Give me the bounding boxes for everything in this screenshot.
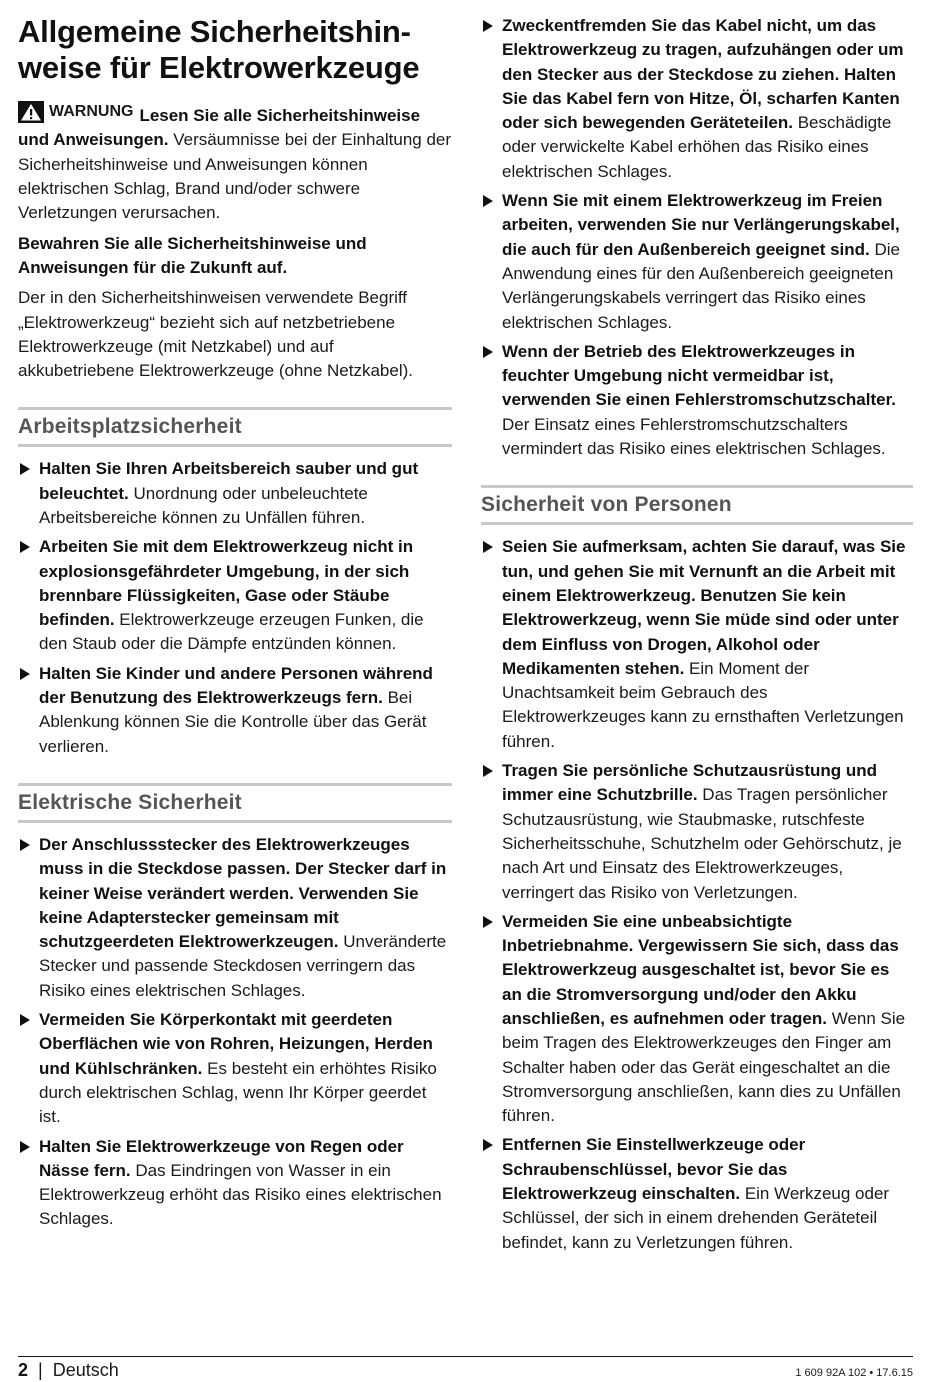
list-item bbox=[18, 1008, 452, 1129]
page-title: Allgemeine Sicherheitshin-weise für Elektrowerkzeuge bbox=[18, 14, 420, 85]
item-instruction: Halten Sie Elektrowerkzeuge von Regen oder Nässe fern. bbox=[39, 1136, 404, 1180]
footer-left bbox=[18, 1360, 119, 1381]
warning-label bbox=[18, 100, 133, 124]
item-explanation: Die Anwendung eines für den Außenbereich geeigneten Verlängerungskabels verringert das Risiko eines elektrischen Schlages. bbox=[502, 239, 900, 332]
item-explanation: Ein Moment der Unachtsamkeit beim Gebrauch des Elektrowerkzeuges kann zu ernsthaften Verletzungen führen. bbox=[502, 658, 904, 751]
bullet-arrow-icon bbox=[483, 195, 493, 207]
page-number: 2 bbox=[18, 1360, 29, 1380]
left-column bbox=[18, 14, 452, 1237]
keep-instructions-text: Bewahren Sie alle Sicherheitshinweise und Anweisungen für die Zukunft auf. bbox=[18, 233, 367, 277]
bullet-arrow-icon bbox=[483, 20, 493, 32]
list-item bbox=[18, 535, 452, 656]
section-heading: Arbeitsplatzsicherheit bbox=[18, 415, 242, 439]
item-instruction: Zweckentfremden Sie das Kabel nicht, um das Elektrowerkzeug zu tragen, aufzuhängen oder um den Stecker aus der Steckdose zu ziehen. Halten Sie das Kabel fern von Hitze, Öl, scharfen Kanten oder sich bewegenden Geräteteilen. bbox=[502, 16, 904, 133]
item-explanation: Unordnung oder unbeleuchtete Arbeitsbereiche können zu Unfällen führen. bbox=[39, 483, 368, 527]
list-item bbox=[481, 1133, 913, 1254]
bullet-arrow-icon bbox=[483, 765, 493, 777]
document-code: 1 609 92A 102 • 17.6.15 bbox=[795, 1367, 913, 1379]
item-explanation: Ein Werkzeug oder Schlüssel, der sich in einem drehenden Geräteteil befindet, kann zu Verletzungen führen. bbox=[502, 1184, 890, 1252]
item-explanation: Unveränderte Stecker und passende Steckdosen verringern das Risiko eines elektrischen Schlages. bbox=[39, 932, 447, 1000]
item-instruction: Halten Sie Ihren Arbeitsbereich sauber und gut beleuchtet. bbox=[39, 459, 419, 503]
bullet-arrow-icon bbox=[483, 346, 493, 358]
section-personal bbox=[481, 485, 913, 525]
list-item bbox=[18, 457, 452, 530]
item-instruction: Tragen Sie persönliche Schutzausrüstung und immer eine Schutzbrille. bbox=[502, 761, 878, 805]
section-electrical bbox=[18, 783, 452, 823]
item-explanation: Beschädigte oder verwickelte Kabel erhöhen das Risiko eines elektrischen Schlages. bbox=[502, 113, 892, 181]
personal-list bbox=[481, 535, 913, 1255]
list-item bbox=[481, 340, 913, 461]
keep-instructions-paragraph bbox=[18, 232, 452, 281]
item-explanation: Bei Ablenkung können Sie die Kontrolle über das Gerät verlieren. bbox=[39, 688, 427, 756]
footer-separator: | bbox=[38, 1360, 43, 1380]
bullet-arrow-icon bbox=[20, 1014, 30, 1026]
list-item bbox=[481, 759, 913, 905]
list-item bbox=[481, 910, 913, 1129]
item-explanation: Der Einsatz eines Fehlerstromschutzschalters vermindert das Risiko eines elektrischen Schlages. bbox=[502, 414, 886, 459]
definition-paragraph: Der in den Sicherheitshinweisen verwendete Begriff „Elektrowerkzeug“ bezieht sich auf netzbetriebene Elektrowerkzeuge (mit Netzkabel) und auf akkubetriebene Elektrowerkzeuge (ohne Netzkabel). bbox=[18, 288, 414, 381]
bullet-arrow-icon bbox=[20, 541, 30, 553]
item-instruction: Seien Sie aufmerksam, achten Sie darauf, was Sie tun, und gehen Sie mit Vernunft an die Arbeit mit einem Elektrowerkzeug. Benutzen Sie kein Elektrowerkzeug, wenn Sie müde sind oder unter dem Einfluss von Drogen, Alkohol oder Medikamenten stehen. bbox=[502, 537, 906, 678]
item-instruction: Vermeiden Sie eine unbeabsichtigte Inbetriebnahme. Vergewissern Sie sich, dass das Elektrowerkzeug ausgeschaltet ist, bevor Sie es an die Stromversorgung und/oder den Akku anschließen, es aufnehmen oder tragen. bbox=[502, 911, 899, 1028]
warning-paragraph bbox=[18, 100, 452, 226]
list-item bbox=[481, 189, 913, 335]
warning-text: WARNUNG bbox=[49, 103, 134, 120]
item-instruction: Wenn der Betrieb des Elektrowerkzeuges in feuchter Umgebung nicht vermeidbar ist, verwenden Sie einen Fehlerstromschutzschalter. bbox=[502, 341, 896, 410]
item-explanation: Es besteht ein erhöhtes Risiko durch elektrischen Schlag, wenn Ihr Körper geerdet ist. bbox=[39, 1058, 437, 1127]
item-explanation: Das Eindringen von Wasser in ein Elektrowerkzeug erhöht das Risiko eines elektrischen Schlages. bbox=[39, 1160, 442, 1229]
workplace-list bbox=[18, 457, 452, 759]
footer-language: Deutsch bbox=[52, 1360, 119, 1380]
bullet-arrow-icon bbox=[483, 916, 493, 928]
list-item bbox=[481, 535, 913, 754]
divider bbox=[481, 522, 913, 525]
bullet-arrow-icon bbox=[483, 1139, 493, 1151]
bullet-arrow-icon bbox=[20, 668, 30, 680]
section-heading: Sicherheit von Personen bbox=[481, 493, 732, 517]
divider bbox=[18, 444, 452, 447]
list-item bbox=[18, 833, 452, 1003]
divider bbox=[18, 820, 452, 823]
bullet-arrow-icon bbox=[483, 541, 493, 553]
bullet-arrow-icon bbox=[20, 839, 30, 851]
item-explanation: Elektrowerkzeuge erzeugen Funken, die den Staub oder die Dämpfe entzünden können. bbox=[39, 610, 424, 654]
section-heading: Elektrische Sicherheit bbox=[18, 790, 242, 814]
warning-body: Versäumnisse bei der Einhaltung der Sicherheitshinweise und Anweisungen können elektrischen Schlag, Brand und/oder schwere Verletzungen verursachen. bbox=[18, 130, 452, 223]
list-item bbox=[18, 1135, 452, 1232]
section-workplace bbox=[18, 407, 452, 447]
electrical-list-left bbox=[18, 833, 452, 1232]
item-instruction: Der Anschlussstecker des Elektrowerkzeuges muss in die Steckdose passen. Der Stecker darf in keiner Weise verändert werden. Verwenden Sie keine Adapterstecker gemeinsam mit schutzgeerdeten Elektrowerkzeugen. bbox=[39, 834, 447, 952]
bullet-arrow-icon bbox=[20, 1141, 30, 1153]
item-instruction: Arbeiten Sie mit dem Elektrowerkzeug nicht in explosionsgefährdeter Umgebung, in der sich brennbare Flüssigkeiten, Gase oder Stäube befinden. bbox=[39, 537, 414, 630]
bullet-arrow-icon bbox=[20, 463, 30, 475]
list-item bbox=[481, 14, 913, 184]
warning-bold: Lesen Sie alle Sicherheitshinweise und Anweisungen. bbox=[18, 106, 421, 150]
right-column bbox=[481, 14, 913, 1260]
item-instruction: Entfernen Sie Einstellwerkzeuge oder Schraubenschlüssel, bevor Sie das Elektrowerkzeug einschalten. bbox=[502, 1135, 806, 1204]
list-item bbox=[18, 662, 452, 759]
item-instruction: Halten Sie Kinder und andere Personen während der Benutzung des Elektrowerkzeugs fern. bbox=[39, 663, 433, 708]
page-footer bbox=[18, 1356, 913, 1381]
item-explanation: Das Tragen persönlicher Schutzausrüstung, wie Staubmaske, rutschfeste Sicherheitsschuhe, Schutzhelm oder Gehörschutz, je nach Art und Einsatz des Elektrowerkzeuges, verringert das Risiko von Verletzungen. bbox=[502, 785, 902, 902]
item-explanation: Wenn Sie beim Tragen des Elektrowerkzeuges den Finger am Schalter haben oder das Gerät eingeschaltet an die Stromversorgung anschließen, kann dies zu Unfällen führen. bbox=[502, 1008, 906, 1126]
electrical-list-right bbox=[481, 14, 913, 461]
warning-triangle-icon bbox=[18, 101, 44, 123]
item-instruction: Wenn Sie mit einem Elektrowerkzeug im Freien arbeiten, verwenden Sie nur Verlängerungskabel, die auch für den Außenbereich geeignet sind. bbox=[502, 191, 900, 259]
item-instruction: Vermeiden Sie Körperkontakt mit geerdeten Oberflächen wie von Rohren, Heizungen, Herden und Kühlschränken. bbox=[39, 1010, 433, 1078]
